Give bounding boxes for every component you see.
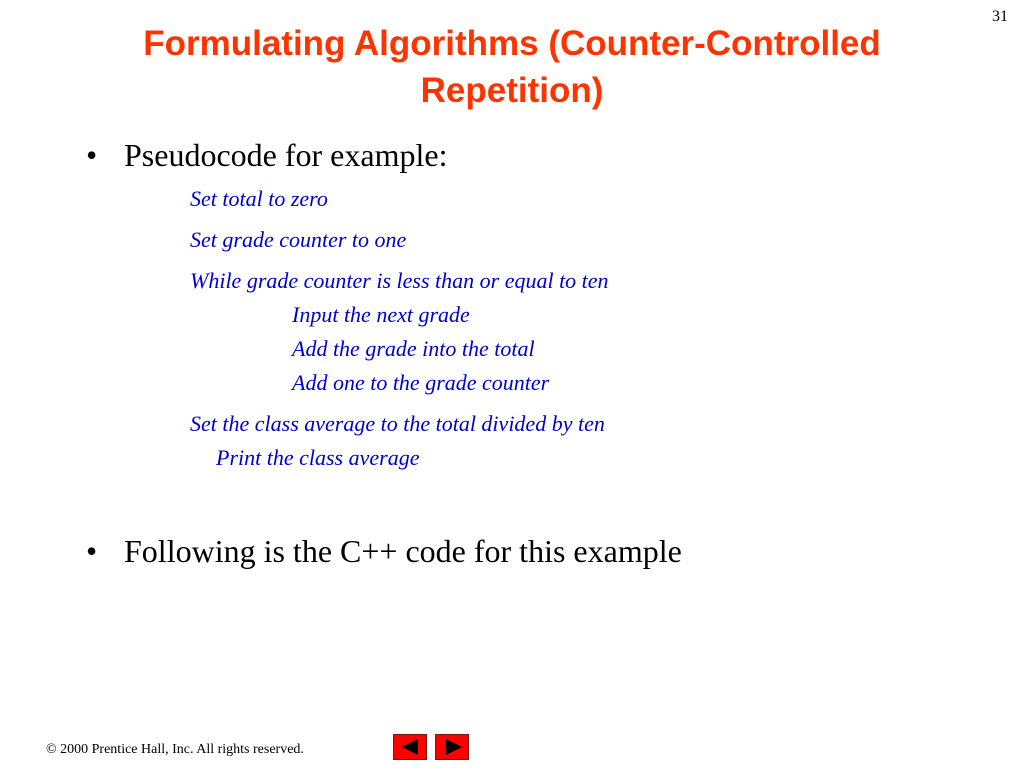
bullet-item-pseudocode [86, 136, 447, 174]
pseudocode-line: Set grade counter to one [190, 227, 407, 252]
bullet-symbol: • [86, 533, 98, 569]
left-arrow-icon [402, 739, 418, 755]
slide-title-line-1: Formulating Algorithms (Counter-Controlled [143, 24, 881, 63]
right-arrow-icon [446, 739, 462, 755]
copyright-notice [46, 742, 304, 758]
pseudocode-line: Add one to the grade counter [292, 370, 550, 395]
bullet-item-cpp-code [86, 532, 682, 570]
pseudocode-line: While grade counter is less than or equal to ten [190, 268, 609, 293]
pseudocode-line: Print the class average [216, 445, 420, 470]
page-number: 31 [992, 8, 1008, 25]
pseudocode-line: Add the grade into the total [292, 336, 535, 361]
bullet-text: Following is the C++ code for this example [124, 533, 682, 569]
bullet-symbol: • [86, 137, 98, 173]
copyright-text: 2000 Prentice Hall, Inc. All rights reserved. [60, 742, 304, 757]
slide-title-line-2: Repetition) [420, 71, 604, 110]
slide-title [60, 20, 964, 114]
previous-slide-button[interactable] [393, 734, 427, 760]
bullet-text: Pseudocode for example: [124, 137, 448, 173]
next-slide-button[interactable] [435, 734, 469, 760]
copyright-symbol: © [46, 742, 57, 757]
pseudocode-line: Set the class average to the total divided by ten [190, 411, 605, 436]
pseudocode-line: Set total to zero [190, 186, 328, 211]
pseudocode-line: Input the next grade [292, 302, 470, 327]
